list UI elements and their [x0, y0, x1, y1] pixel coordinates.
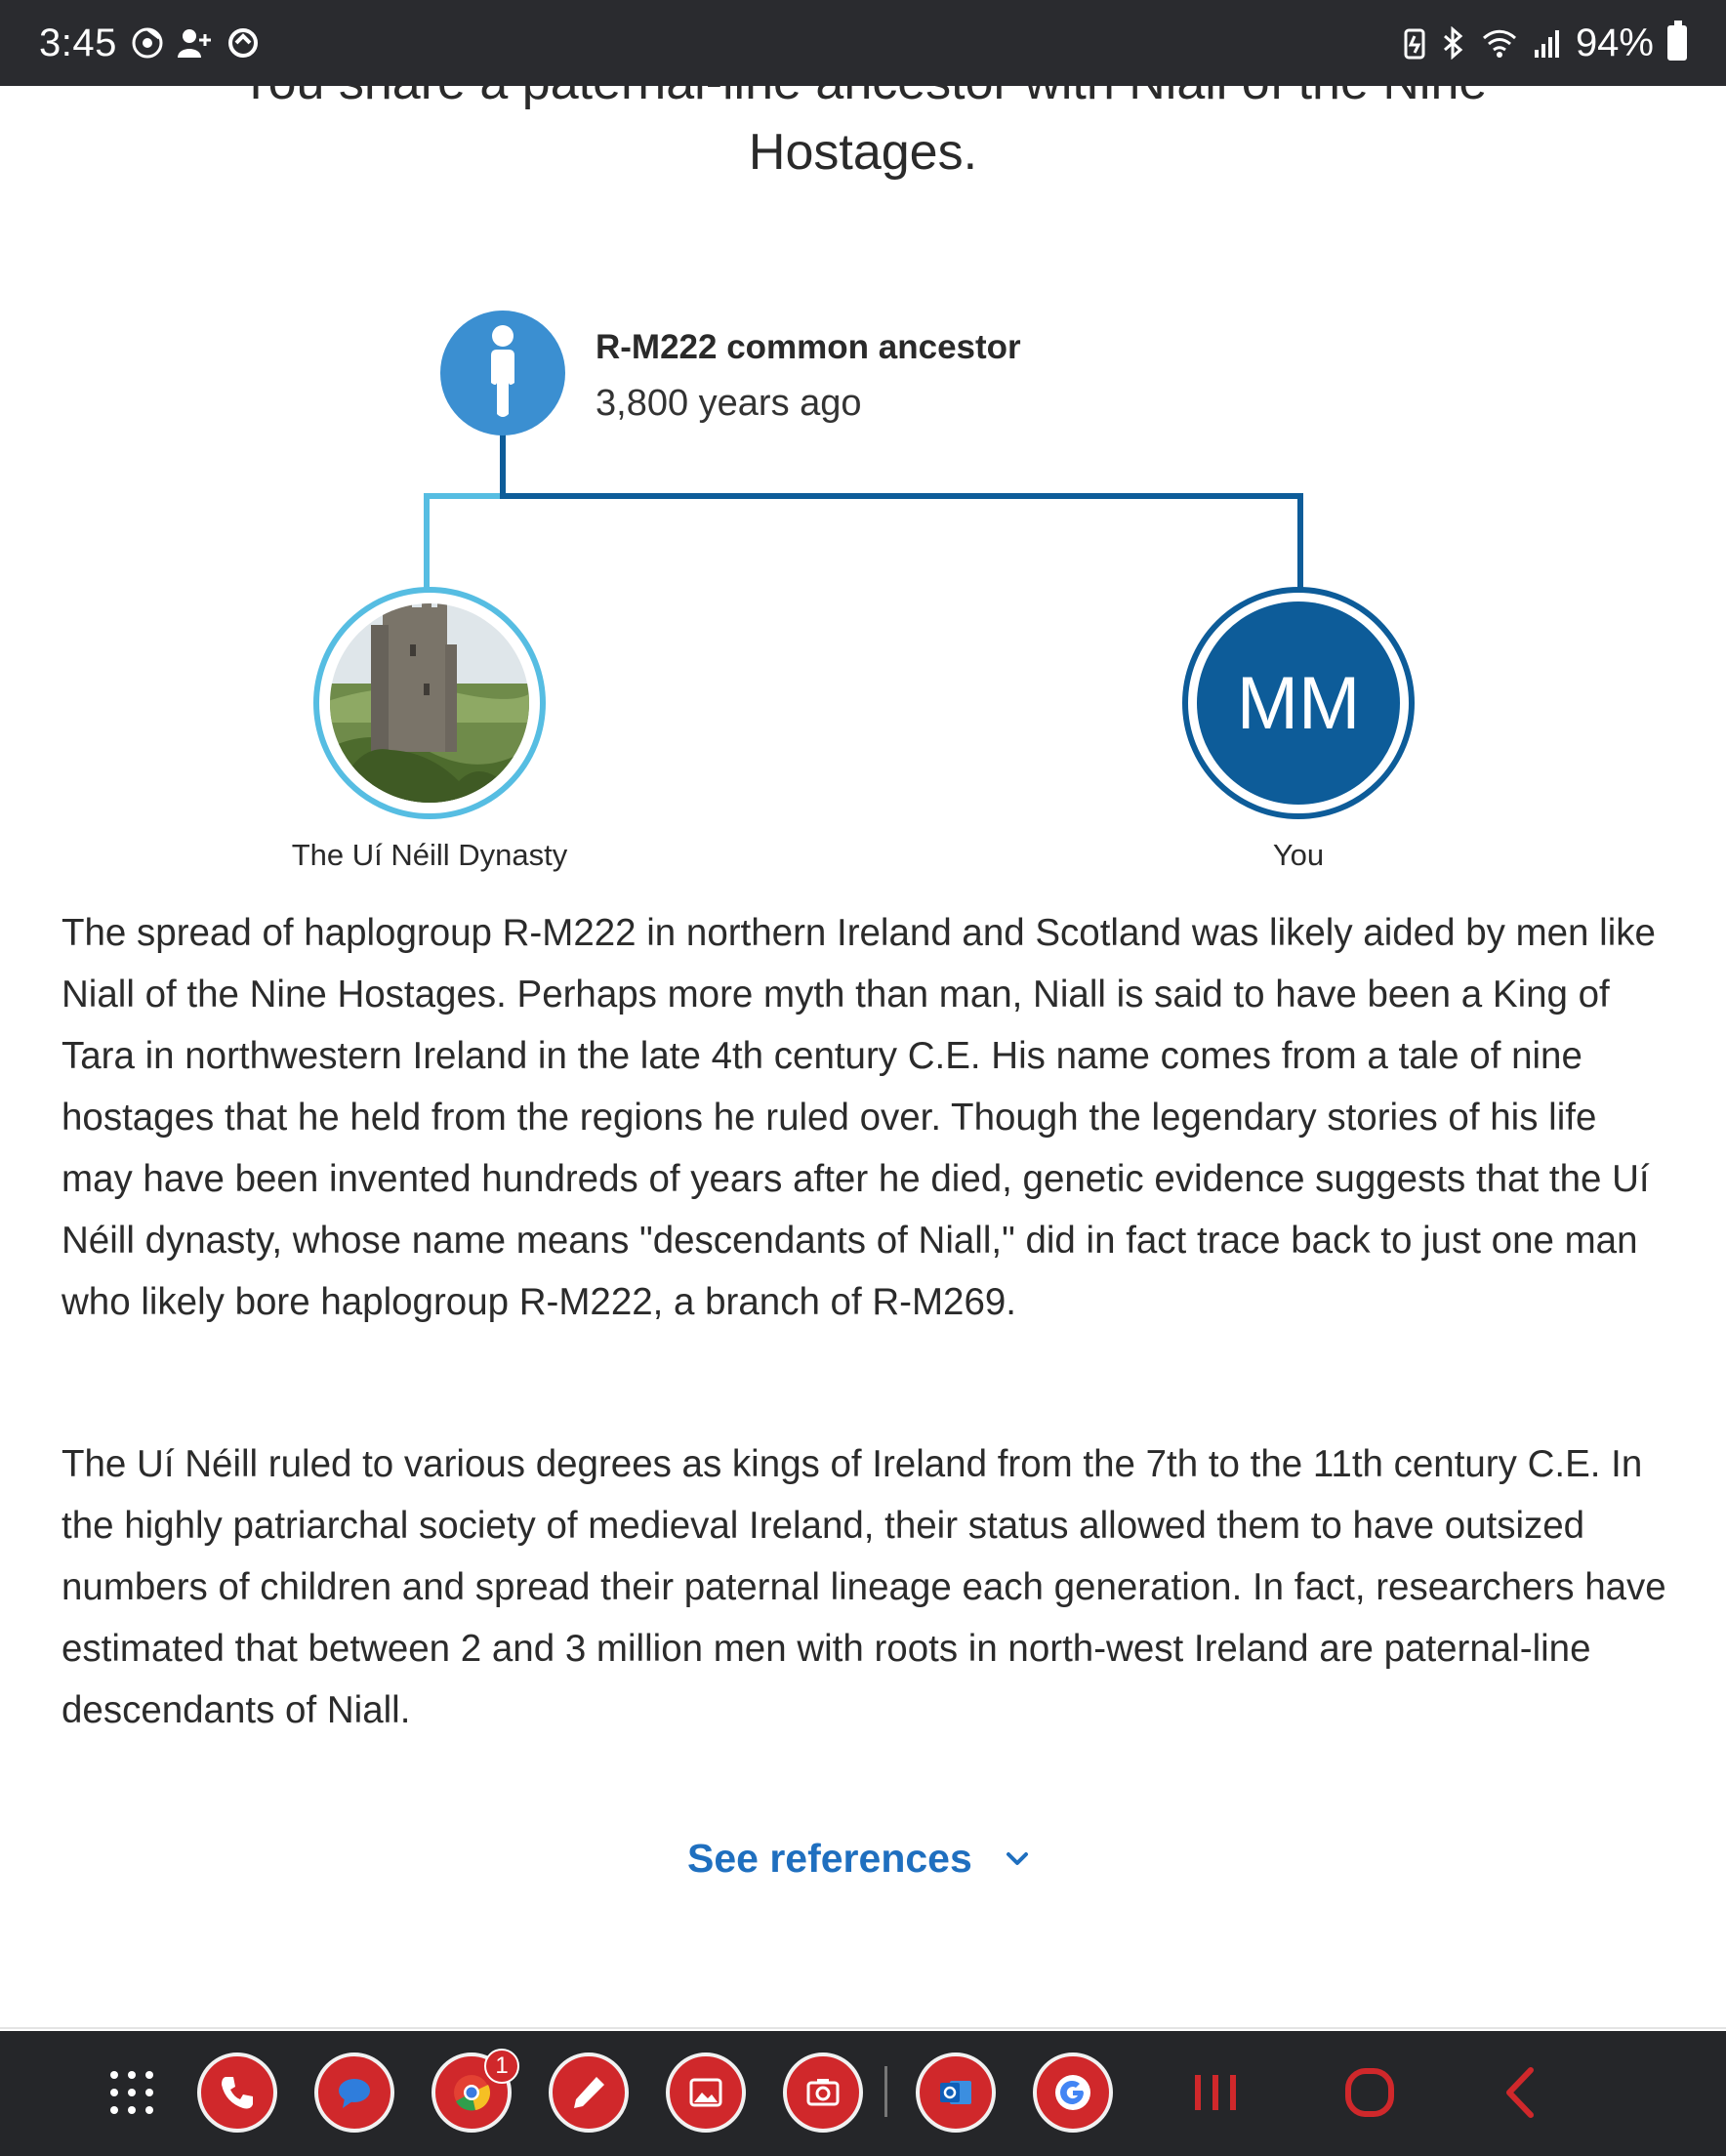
phone-icon	[214, 2069, 261, 2116]
ancestor-age: 3,800 years ago	[596, 383, 862, 424]
outlook-app-button[interactable]	[916, 2052, 996, 2133]
body-paragraph-2: The Uí Néill ruled to various degrees as kings of Ireland from the 7th to the 11th century C.E. In the highly patriarchal society of medieval Ireland, their status allowed them to have outsized numbers of children and spread their paternal lineage each generation. In fact, researchers have estimated that between 2 and 3 million men with roots in north-west Ireland are paternal-line descendants of Niall.	[62, 1443, 1666, 1731]
wifi-icon	[1480, 26, 1519, 60]
apps-grid-icon[interactable]	[107, 2068, 156, 2117]
body-paragraph-1: The spread of haplogroup R-M222 in northern Ireland and Scotland was likely aided by men like Niall of the Nine Hostages. Perhaps more myth than man, Niall is said to have been a King of Tara in northwestern Ireland in the late 4th century C.E. His name comes from a tale of nine hostages that he held from the regions he ruled over. Though the legendary stories of his life may have been invented hundreds of years after he died, genetic evidence suggests that the Uí Néill dynasty, whose name means "descendants of Niall," did in fact trace back to just one man who likely bore haplogroup R-M222, a branch of R-M269.	[62, 912, 1656, 1323]
notes-app-button[interactable]	[549, 2052, 629, 2133]
status-bar	[0, 0, 1726, 86]
ancestry-tree	[0, 293, 1726, 840]
recent-apps-icon[interactable]	[1181, 2058, 1250, 2127]
ancestor-node[interactable]	[440, 311, 565, 435]
status-time: 3:45	[39, 21, 117, 64]
dock-separator	[884, 2066, 887, 2117]
phone-app-button[interactable]	[197, 2052, 277, 2133]
divider	[0, 2027, 1726, 2029]
dynasty-label: The Uí Néill Dynasty	[291, 838, 568, 872]
you-label: You	[1272, 838, 1325, 872]
user-initials: MM	[1236, 662, 1361, 745]
google-icon	[1049, 2069, 1096, 2116]
dynasty-node[interactable]	[316, 590, 543, 816]
see-references-button[interactable]	[687, 1836, 1031, 1882]
pencil-icon	[565, 2069, 612, 2116]
battery-percent: 94%	[1575, 21, 1654, 64]
messages-app-button[interactable]	[314, 2052, 394, 2133]
camera-app-button[interactable]	[783, 2052, 863, 2133]
sync-icon	[226, 26, 260, 60]
user-node[interactable]	[1185, 590, 1412, 816]
person-add-icon	[178, 26, 213, 60]
battery-icon	[1667, 25, 1687, 61]
app-dock	[0, 2031, 1726, 2156]
ancestor-title: R-M222 common ancestor	[596, 328, 1021, 366]
home-icon[interactable]	[1336, 2058, 1404, 2127]
chevron-down-icon	[1004, 1845, 1031, 1873]
right-branch-line	[503, 430, 1300, 591]
gallery-app-button[interactable]	[666, 2052, 746, 2133]
notification-badge: 1	[484, 2049, 519, 2084]
signal-icon	[1533, 26, 1562, 60]
see-references-label: See references	[687, 1836, 972, 1881]
messages-icon	[331, 2069, 378, 2116]
camera-icon	[800, 2069, 846, 2116]
chrome-icon	[131, 26, 164, 60]
gallery-icon	[682, 2069, 729, 2116]
outlook-icon	[932, 2069, 979, 2116]
page-heading-line2: Hostages.	[748, 124, 978, 181]
back-icon[interactable]	[1488, 2058, 1556, 2127]
left-branch-line	[427, 488, 503, 591]
bluetooth-icon	[1439, 26, 1466, 60]
google-app-button[interactable]	[1033, 2052, 1113, 2133]
battery-saver-icon	[1404, 26, 1425, 60]
